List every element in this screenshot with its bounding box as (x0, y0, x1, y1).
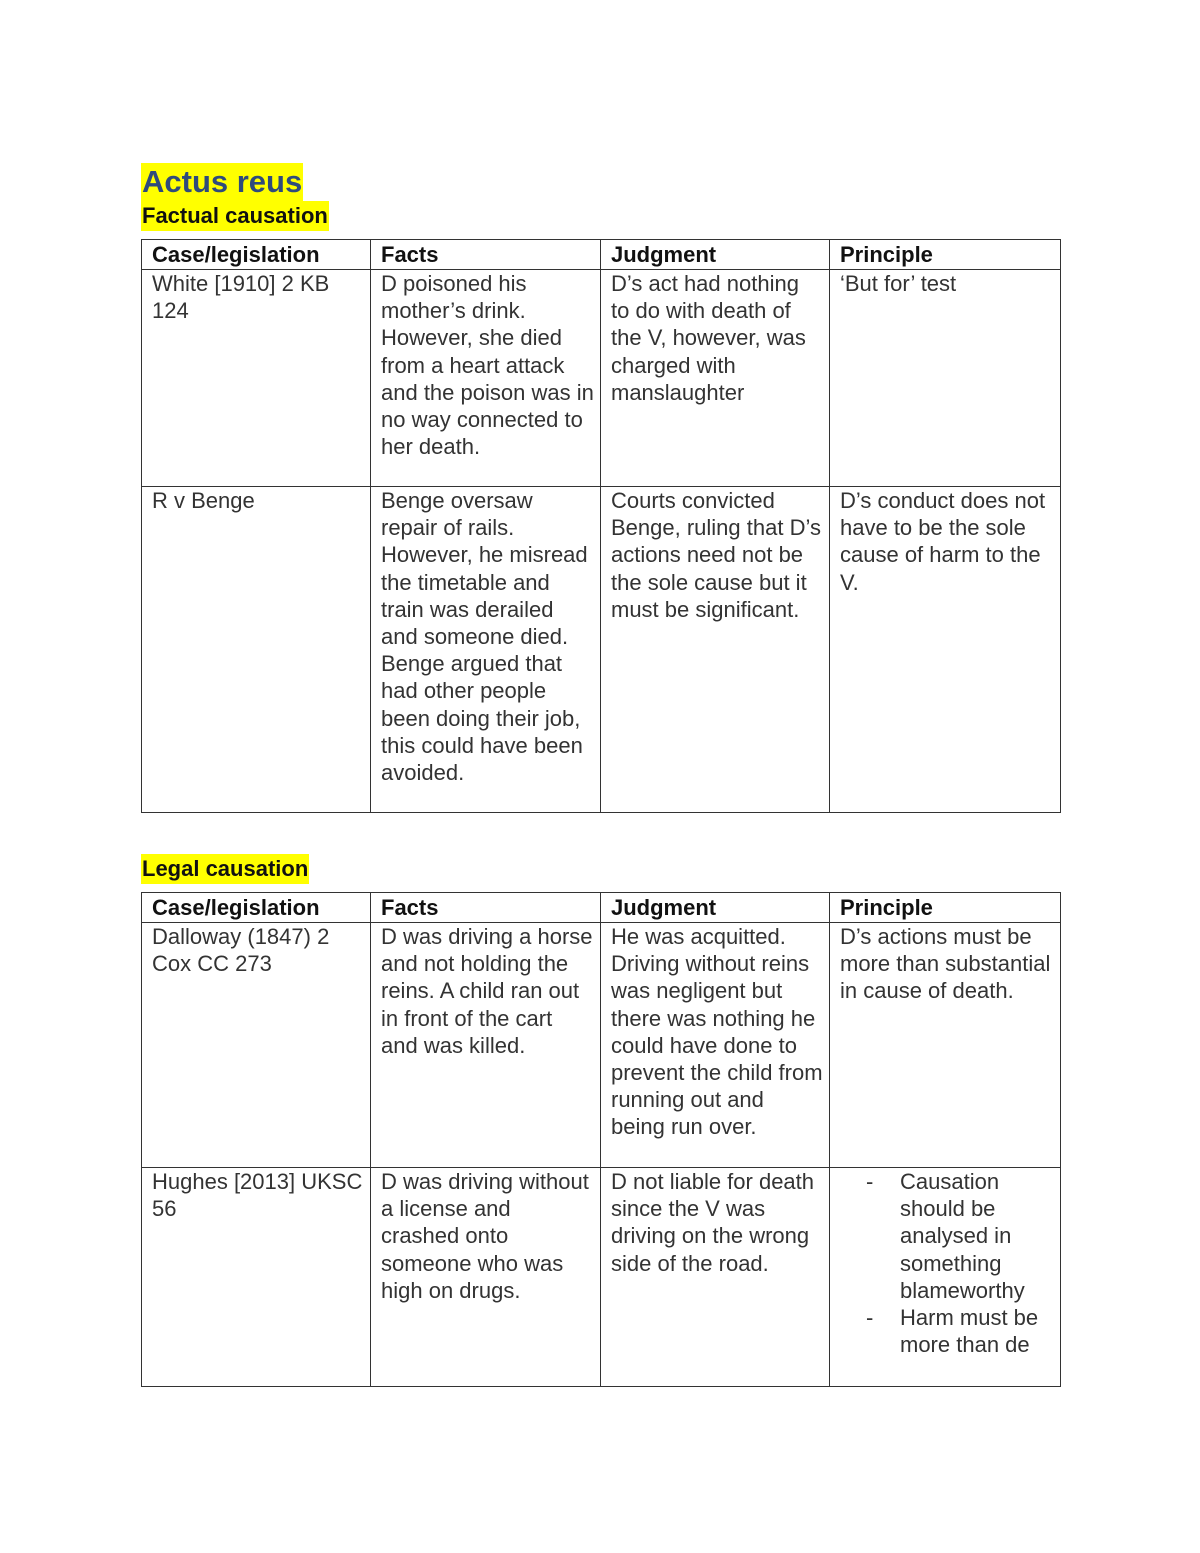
table-row (142, 923, 1061, 1168)
facts-cell: D poisoned his mother’s drink. However, she died from a heart attack and the poison was in no way connected to her death. (371, 270, 601, 487)
section-heading-factual-causation: Factual causation (141, 201, 329, 231)
case-cell: Dalloway (1847) 2 Cox CC 273 (142, 923, 371, 1168)
column-header-facts: Facts (371, 240, 601, 270)
judgment-cell: He was acquitted. Driving without reins was negligent but there was nothing he could have done to prevent the child from running out and being run over. (601, 923, 830, 1168)
list-item: - Harm must be more than de (900, 1304, 1054, 1358)
principle-cell: D’s conduct does not have to be the sole cause of harm to the V. (830, 487, 1061, 813)
column-header-judgment: Judgment (601, 893, 830, 923)
principle-cell (830, 1168, 1061, 1387)
column-header-case: Case/legislation (142, 893, 371, 923)
facts-cell: Benge oversaw repair of rails. However, he misread the timetable and train was derailed and someone died. Benge argued that had other people been doing their job, this could have been avoided. (371, 487, 601, 813)
column-header-case: Case/legislation (142, 240, 371, 270)
table-row (142, 270, 1061, 487)
table-header-row (142, 893, 1061, 923)
case-cell: White [1910] 2 KB 124 (142, 270, 371, 487)
factual-causation-table (141, 239, 1061, 813)
document-title: Actus reus (142, 164, 303, 199)
legal-causation-table (141, 892, 1061, 1387)
table-row (142, 487, 1061, 813)
list-item: - Causation should be analysed in something blameworthy (900, 1168, 1054, 1304)
document-page (141, 163, 1060, 1387)
table-header-row (142, 240, 1061, 270)
column-header-judgment: Judgment (601, 240, 830, 270)
case-cell: R v Benge (142, 487, 371, 813)
column-header-principle: Principle (830, 893, 1061, 923)
principle-cell: ‘But for’ test (830, 270, 1061, 487)
case-cell: Hughes [2013] UKSC 56 (142, 1168, 371, 1387)
section-heading-legal-causation: Legal causation (141, 854, 309, 884)
judgment-cell: D’s act had nothing to do with death of the V, however, was charged with manslaughter (601, 270, 830, 487)
facts-cell: D was driving a horse and not holding the reins. A child ran out in front of the cart and was killed. (371, 923, 601, 1168)
column-header-principle: Principle (830, 240, 1061, 270)
judgment-cell: D not liable for death since the V was driving on the wrong side of the road. (601, 1168, 830, 1387)
facts-cell: D was driving without a license and crashed onto someone who was high on drugs. (371, 1168, 601, 1387)
principle-cell: D’s actions must be more than substantial in cause of death. (830, 923, 1061, 1168)
judgment-cell: Courts convicted Benge, ruling that D’s actions need not be the sole cause but it must be significant. (601, 487, 830, 813)
table-row (142, 1168, 1061, 1387)
principle-list (840, 1168, 1054, 1358)
column-header-facts: Facts (371, 893, 601, 923)
